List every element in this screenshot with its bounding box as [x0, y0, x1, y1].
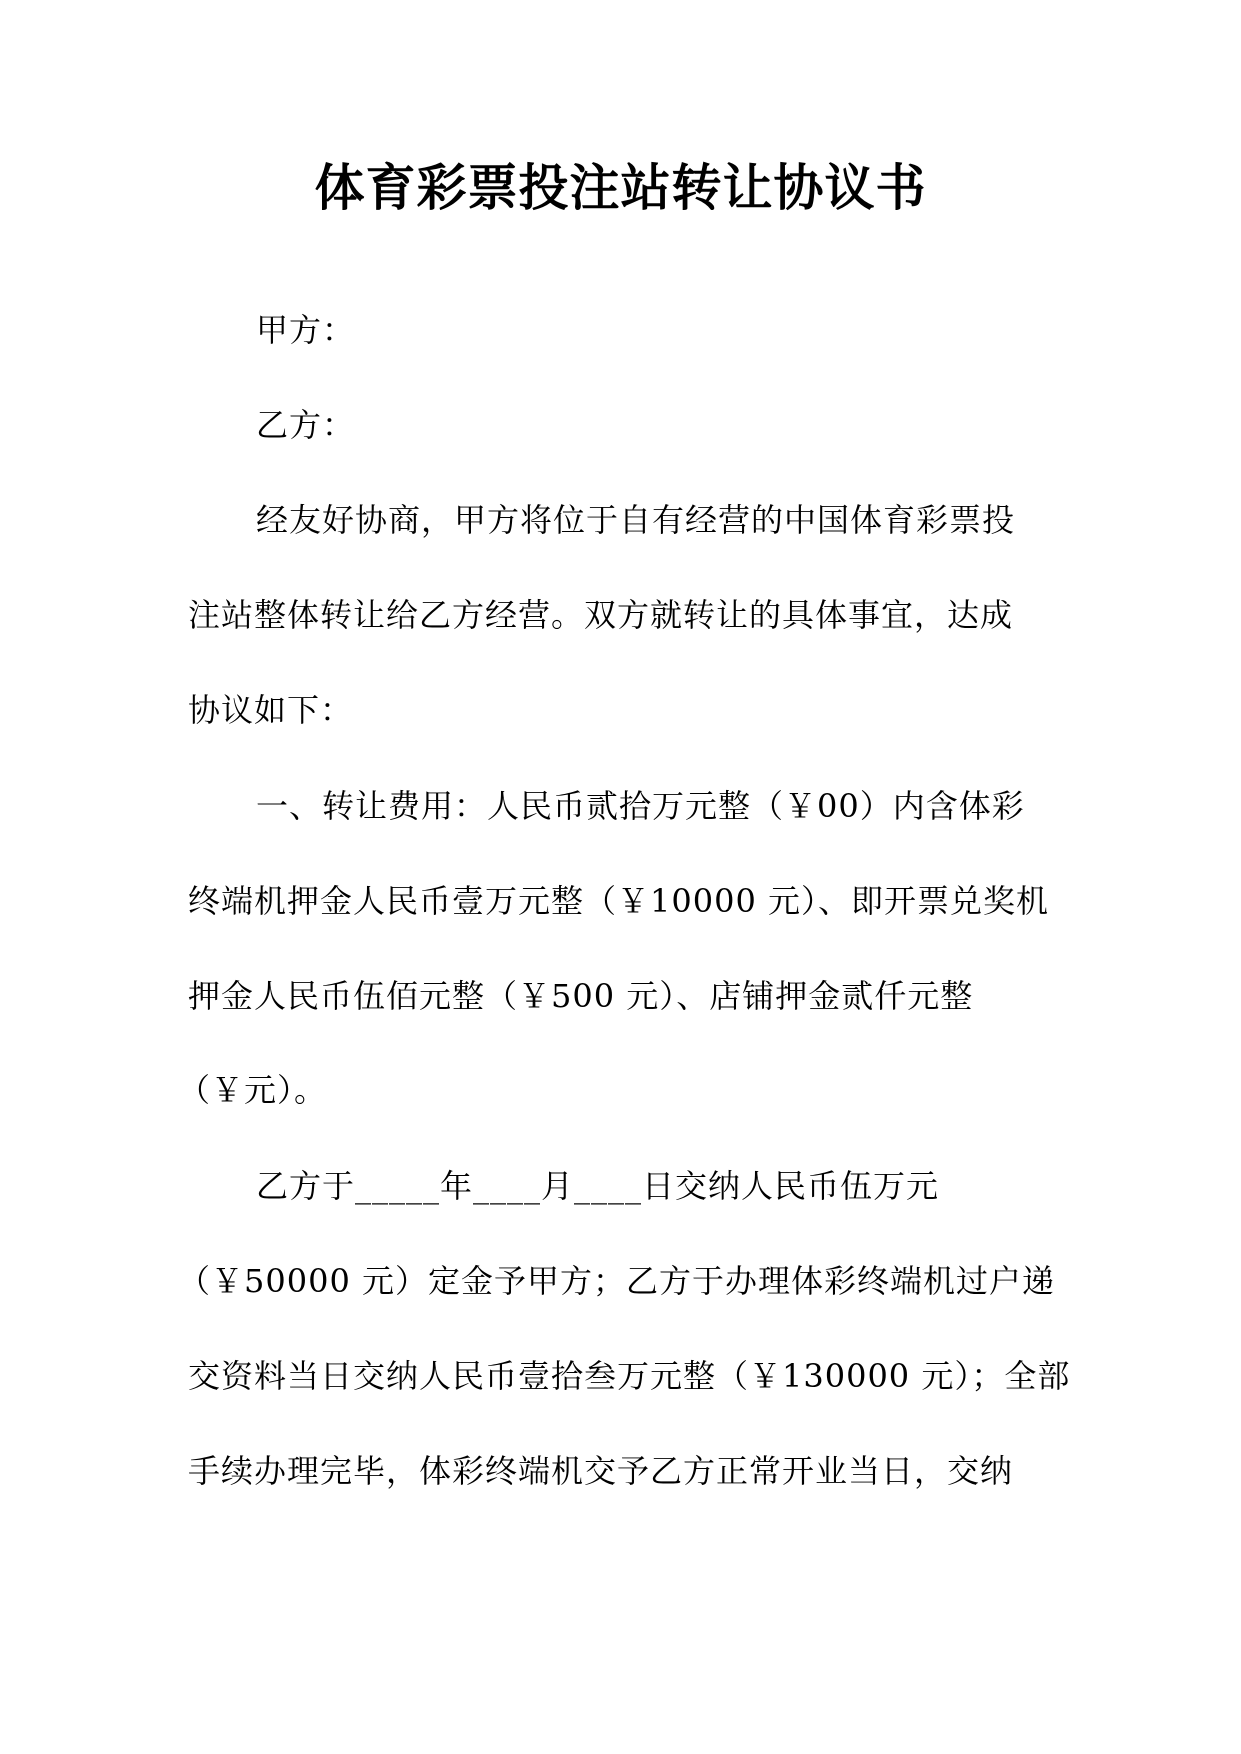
paragraph-line: 押金人民币伍佰元整（￥500 元）、店铺押金贰仟元整: [188, 977, 974, 1015]
paragraph-line: 经友好协商，甲方将位于自有经营的中国体育彩票投: [256, 501, 1016, 539]
paragraph-line: 终端机押金人民币壹万元整（￥10000 元）、即开票兑奖机: [188, 882, 1049, 920]
paragraph-line: （￥元）。: [178, 1071, 328, 1109]
paragraph-line: 注站整体转让给乙方经营。双方就转让的具体事宜，达成: [188, 596, 1014, 634]
paragraph-line: 交资料当日交纳人民币壹拾叁万元整（￥130000 元）；全部: [188, 1357, 1071, 1395]
document-title: 体育彩票投注站转让协议书: [314, 159, 927, 217]
paragraph-line: 一、转让费用：人民币贰拾万元整（￥00）内含体彩: [256, 787, 1025, 825]
party-b-label: 乙方：: [256, 406, 356, 444]
party-a-label: 甲方：: [256, 311, 356, 349]
paragraph-line: 协议如下：: [188, 691, 354, 729]
paragraph-line: 乙方于_____年____月____日交纳人民币伍万元: [256, 1167, 940, 1205]
paragraph-line: （￥50000 元）定金予甲方；乙方于办理体彩终端机过户递: [178, 1262, 1055, 1300]
paragraph-line: 手续办理完毕，体彩终端机交予乙方正常开业当日，交纳: [188, 1452, 1014, 1490]
